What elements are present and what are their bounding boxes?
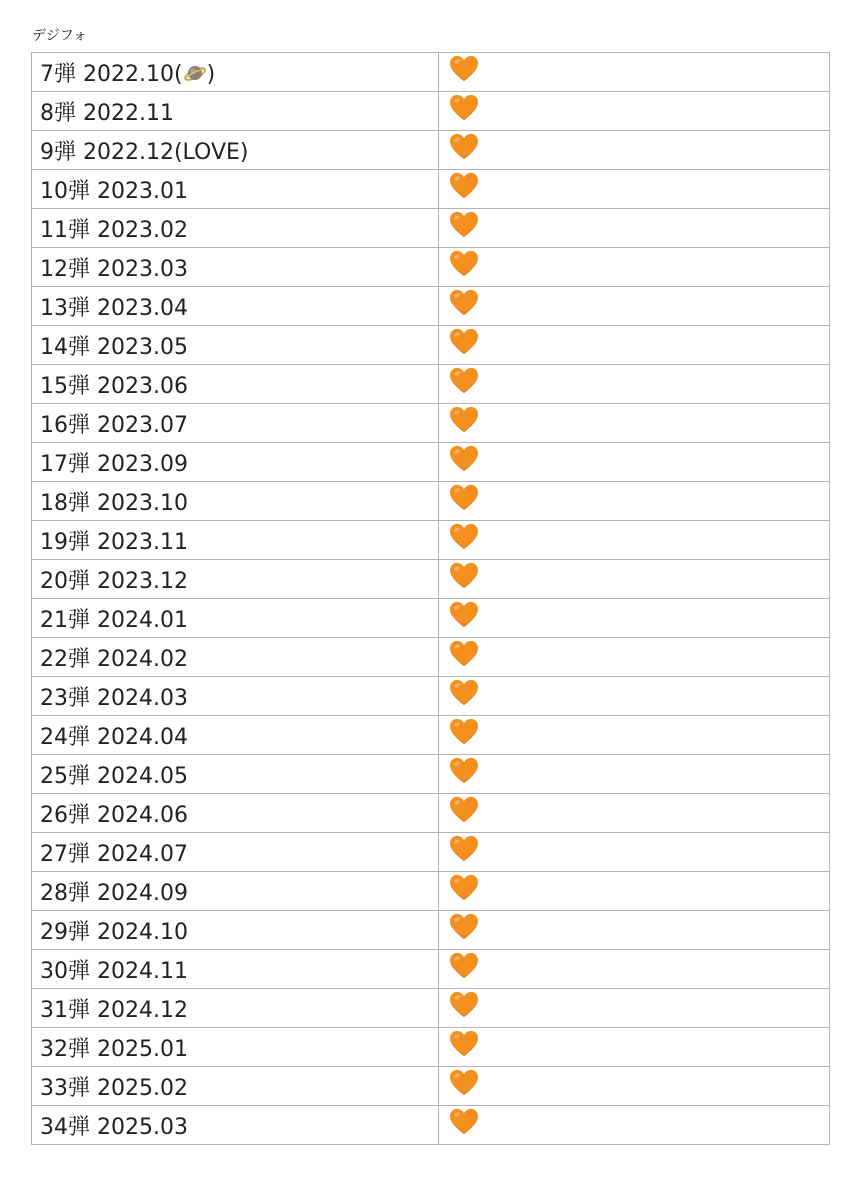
release-label: 10弾 2023.01: [40, 178, 188, 204]
table-row: [32, 599, 830, 638]
status-mark-cell: [439, 365, 830, 404]
ringed-planet-icon: [183, 61, 207, 85]
release-label: 19弾 2023.11: [40, 529, 188, 555]
orange-heart-icon: [449, 796, 479, 824]
release-label-cell: [32, 326, 439, 365]
orange-heart-icon: [449, 211, 479, 239]
orange-heart-icon: [449, 523, 479, 551]
table-row: [32, 287, 830, 326]
status-mark-cell: [439, 92, 830, 131]
release-label: 7弾 2022.10(: [40, 61, 183, 87]
status-mark-cell: [439, 677, 830, 716]
release-label: 23弾 2024.03: [40, 685, 188, 711]
release-label: 26弾 2024.06: [40, 802, 188, 828]
status-mark-cell: [439, 287, 830, 326]
release-label-cell: [32, 560, 439, 599]
table-row: [32, 365, 830, 404]
status-mark-cell: [439, 1106, 830, 1145]
release-label-cell: [32, 1067, 439, 1106]
orange-heart-icon: [449, 250, 479, 278]
release-label-cell: [32, 716, 439, 755]
status-mark-cell: [439, 1028, 830, 1067]
orange-heart-icon: [449, 874, 479, 902]
release-label: 12弾 2023.03: [40, 256, 188, 282]
release-label: 14弾 2023.05: [40, 334, 188, 360]
release-label-cell: [32, 911, 439, 950]
release-label-cell: [32, 755, 439, 794]
table-row: [32, 326, 830, 365]
release-label-cell: [32, 404, 439, 443]
table-row: [32, 443, 830, 482]
release-table: [31, 52, 830, 1145]
orange-heart-icon: [449, 94, 479, 122]
status-mark-cell: [439, 911, 830, 950]
release-label: 34弾 2025.03: [40, 1114, 188, 1140]
table-row: [32, 209, 830, 248]
status-mark-cell: [439, 248, 830, 287]
orange-heart-icon: [449, 835, 479, 863]
status-mark-cell: [439, 521, 830, 560]
status-mark-cell: [439, 560, 830, 599]
release-label: 29弾 2024.10: [40, 919, 188, 945]
table-row: [32, 638, 830, 677]
status-mark-cell: [439, 599, 830, 638]
release-label-cell: [32, 131, 439, 170]
table-row: [32, 92, 830, 131]
status-mark-cell: [439, 989, 830, 1028]
release-label: 28弾 2024.09: [40, 880, 188, 906]
table-row: [32, 170, 830, 209]
table-row: [32, 1067, 830, 1106]
orange-heart-icon: [449, 562, 479, 590]
orange-heart-icon: [449, 601, 479, 629]
orange-heart-icon: [449, 133, 479, 161]
release-label-cell: [32, 365, 439, 404]
release-label: 25弾 2024.05: [40, 763, 188, 789]
release-label: 16弾 2023.07: [40, 412, 188, 438]
table-row: [32, 521, 830, 560]
release-label-cell: [32, 443, 439, 482]
release-label-suffix: ): [206, 61, 216, 87]
status-mark-cell: [439, 326, 830, 365]
release-label-cell: [32, 950, 439, 989]
orange-heart-icon: [449, 1030, 479, 1058]
release-label: 8弾 2022.11: [40, 100, 174, 126]
release-label: 11弾 2023.02: [40, 217, 188, 243]
orange-heart-icon: [449, 406, 479, 434]
release-label: 13弾 2023.04: [40, 295, 188, 321]
status-mark-cell: [439, 131, 830, 170]
release-label-cell: [32, 482, 439, 521]
table-row: [32, 482, 830, 521]
release-label-cell: [32, 677, 439, 716]
orange-heart-icon: [449, 172, 479, 200]
status-mark-cell: [439, 872, 830, 911]
orange-heart-icon: [449, 55, 479, 83]
orange-heart-icon: [449, 679, 479, 707]
status-mark-cell: [439, 443, 830, 482]
release-label: 24弾 2024.04: [40, 724, 188, 750]
status-mark-cell: [439, 638, 830, 677]
table-row: [32, 794, 830, 833]
release-label: 30弾 2024.11: [40, 958, 188, 984]
release-label-cell: [32, 872, 439, 911]
table-row: [32, 911, 830, 950]
orange-heart-icon: [449, 1108, 479, 1136]
table-row: [32, 755, 830, 794]
release-label-cell: [32, 794, 439, 833]
release-label-cell: [32, 638, 439, 677]
orange-heart-icon: [449, 289, 479, 317]
release-label: 27弾 2024.07: [40, 841, 188, 867]
orange-heart-icon: [449, 991, 479, 1019]
table-row: [32, 131, 830, 170]
status-mark-cell: [439, 53, 830, 92]
status-mark-cell: [439, 1067, 830, 1106]
table-row: [32, 716, 830, 755]
release-label: 20弾 2023.12: [40, 568, 188, 594]
status-mark-cell: [439, 833, 830, 872]
table-row: [32, 560, 830, 599]
release-label: 15弾 2023.06: [40, 373, 188, 399]
orange-heart-icon: [449, 757, 479, 785]
release-label-cell: [32, 248, 439, 287]
table-row: [32, 989, 830, 1028]
table-row: [32, 404, 830, 443]
orange-heart-icon: [449, 1069, 479, 1097]
status-mark-cell: [439, 404, 830, 443]
release-label-cell: [32, 1106, 439, 1145]
table-row: [32, 950, 830, 989]
release-label-cell: [32, 989, 439, 1028]
release-label: 32弾 2025.01: [40, 1036, 188, 1062]
release-label: 21弾 2024.01: [40, 607, 188, 633]
table-row: [32, 1028, 830, 1067]
release-label: 33弾 2025.02: [40, 1075, 188, 1101]
release-label: 18弾 2023.10: [40, 490, 188, 516]
orange-heart-icon: [449, 640, 479, 668]
release-label-cell: [32, 170, 439, 209]
orange-heart-icon: [449, 952, 479, 980]
release-label-cell: [32, 1028, 439, 1067]
orange-heart-icon: [449, 718, 479, 746]
table-row: [32, 872, 830, 911]
table-row: [32, 677, 830, 716]
release-label: 9弾 2022.12(LOVE): [40, 139, 249, 165]
release-label: 22弾 2024.02: [40, 646, 188, 672]
release-label-cell: [32, 92, 439, 131]
orange-heart-icon: [449, 328, 479, 356]
status-mark-cell: [439, 482, 830, 521]
orange-heart-icon: [449, 913, 479, 941]
document-title: デジフォ: [32, 28, 88, 44]
release-label-cell: [32, 599, 439, 638]
table-row: [32, 833, 830, 872]
table-row: [32, 53, 830, 92]
status-mark-cell: [439, 716, 830, 755]
status-mark-cell: [439, 950, 830, 989]
release-table-body: [32, 53, 830, 1145]
status-mark-cell: [439, 755, 830, 794]
status-mark-cell: [439, 209, 830, 248]
release-label-cell: [32, 833, 439, 872]
release-label-cell: [32, 521, 439, 560]
release-label: 17弾 2023.09: [40, 451, 188, 477]
orange-heart-icon: [449, 484, 479, 512]
release-label-cell: [32, 287, 439, 326]
orange-heart-icon: [449, 367, 479, 395]
release-label-cell: [32, 53, 439, 92]
release-label: 31弾 2024.12: [40, 997, 188, 1023]
status-mark-cell: [439, 170, 830, 209]
table-row: [32, 1106, 830, 1145]
table-row: [32, 248, 830, 287]
orange-heart-icon: [449, 445, 479, 473]
release-label-cell: [32, 209, 439, 248]
status-mark-cell: [439, 794, 830, 833]
